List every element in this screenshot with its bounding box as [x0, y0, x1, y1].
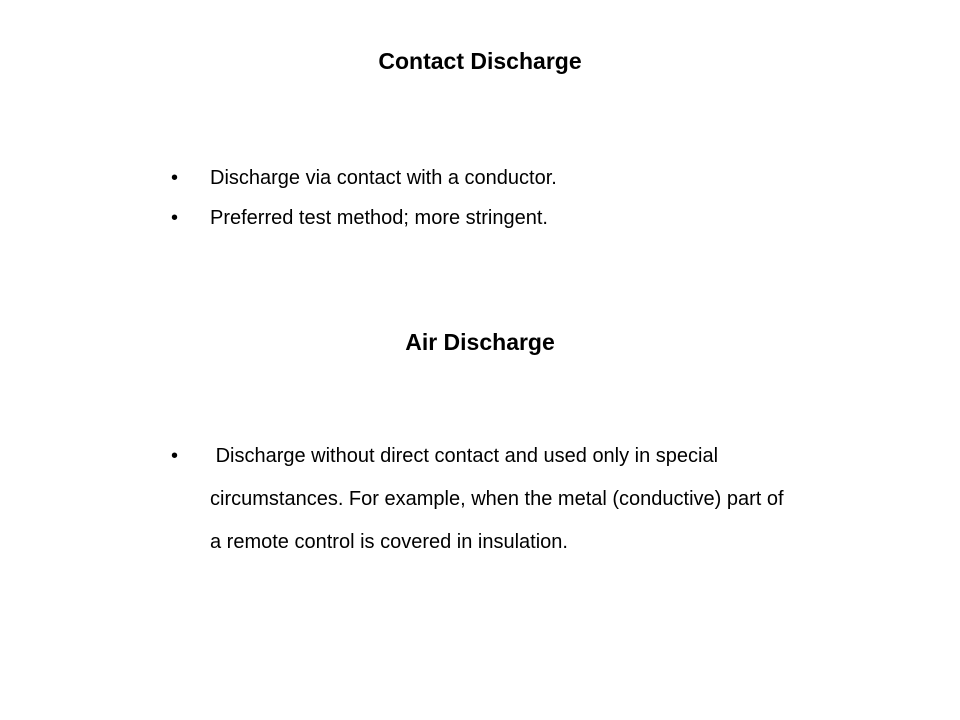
bullet-text: Preferred test method; more stringent.: [210, 207, 548, 229]
air-discharge-bullet-list: [171, 435, 791, 564]
list-item: [171, 198, 791, 238]
list-item: [171, 158, 791, 198]
bullet-icon: •: [171, 207, 179, 229]
contact-discharge-bullet-list: [171, 158, 791, 238]
bullet-icon: •: [171, 445, 179, 467]
contact-discharge-heading: Contact Discharge: [378, 48, 582, 74]
bullet-icon: •: [171, 167, 179, 189]
bullet-text: Discharge without direct contact and used only in special circumstances. For example, when the metal (conductive) part of a remote control is covered in insulation.: [210, 445, 790, 553]
list-item: [171, 435, 791, 564]
bullet-text: Discharge via contact with a conductor.: [210, 167, 557, 189]
air-discharge-heading: Air Discharge: [405, 329, 555, 355]
